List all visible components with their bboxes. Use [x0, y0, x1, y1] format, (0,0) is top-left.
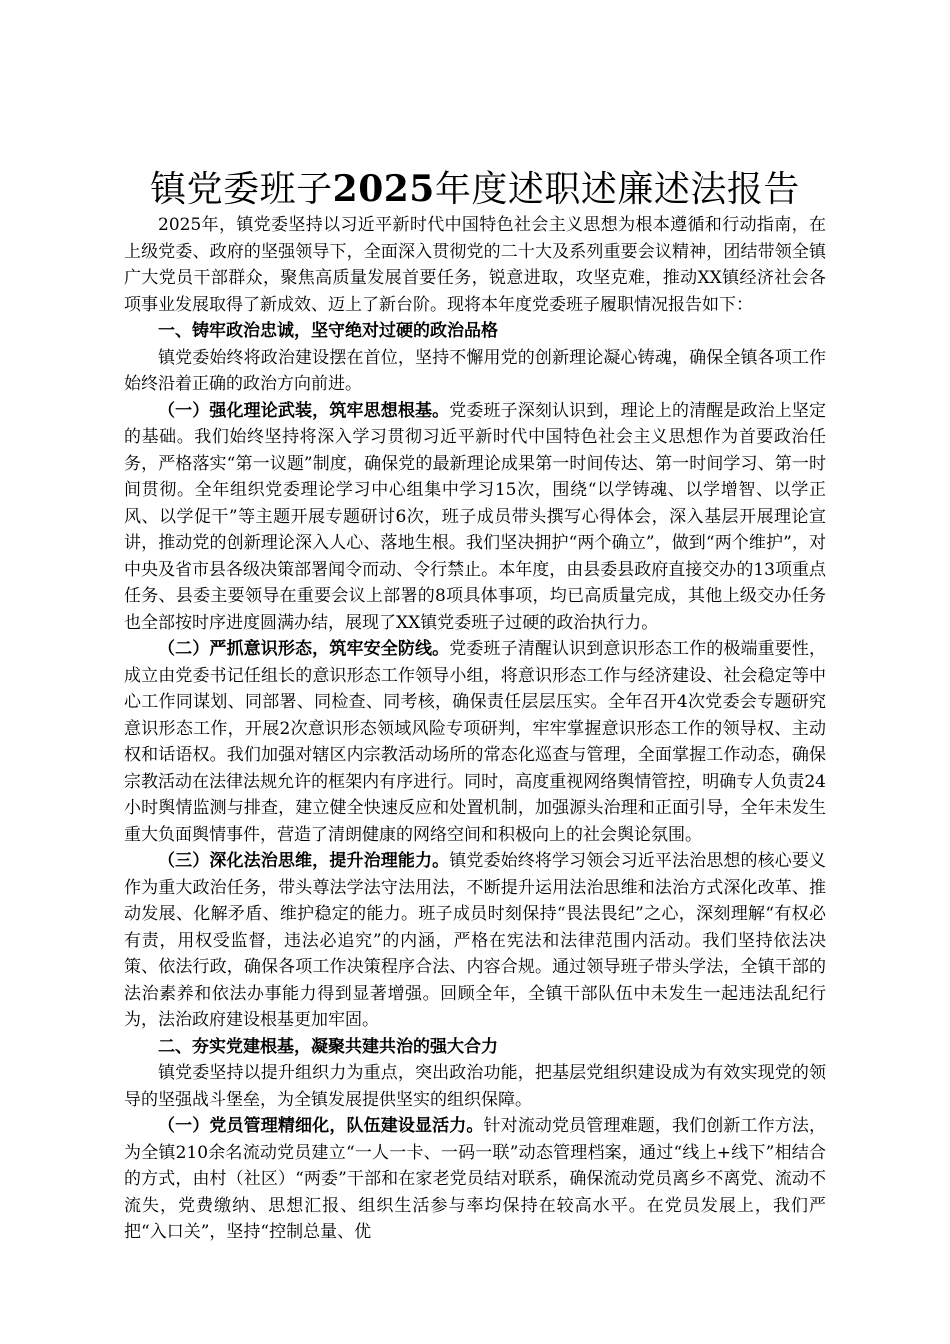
section1-item3-lead: （三）深化法治思维，提升治理能力。: [158, 851, 450, 871]
title-part2: 年度述职述廉述法报告: [434, 169, 800, 210]
section1-intro: 镇党委始终将政治建设摆在首位，坚持不懈用党的创新理论凝心铸魂，确保全镇各项工作始终沿着正确的政治方向前进。: [124, 347, 826, 394]
section2-intro: 镇党委坚持以提升组织力为重点，突出政治功能，把基层党组织建设成为有效实现党的领导的坚强战斗堡垒，为全镇发展提供坚实的组织保障。: [124, 1063, 826, 1110]
intro-paragraph: 2025年，镇党委坚持以习近平新时代中国特色社会主义思想为根本遵循和行动指南，在上级党委、政府的坚强领导下，全面深入贯彻党的二十大及系列重要会议精神，团结带领全镇广大党员干部群众，聚焦高质量发展首要任务，锐意进取，攻坚克难，推动XX镇经济社会各项事业发展取得了新成效、迈上了新台阶。现将本年度党委班子履职情况报告如下：: [124, 215, 826, 315]
section1-item2-lead: （二）严抓意识形态，筑牢安全防线。: [158, 639, 450, 659]
section2-item1: [124, 1113, 826, 1246]
section1-item3: [124, 848, 826, 1034]
section2-heading: 二、夯实党建根基，凝聚共建共治的强大合力: [158, 1036, 498, 1057]
section1-heading: 一、铸牢政治忠诚，坚守绝对过硬的政治品格: [158, 321, 498, 341]
document-body: [124, 212, 826, 1246]
section1-item3-text: 镇党委始终将学习领会习近平法治思想的核心要义作为重大政治任务，带头尊法学法守法用法，不断提升运用法治思维和法治方式深化改革、推动发展、化解矛盾、维护稳定的能力。班子成员时刻保持“畏法畏纪”之心，深刻理解“有权必有责，用权受监督，违法必追究”的内涵，严格在宪法和法律范围内活动。我们坚持依法决策、依法行政，确保各项工作决策程序合法、内容合规。通过领导班子带头学法，全镇干部的法治素养和依法办事能力得到显著增强。回顾全年，全镇干部队伍中未发生一起违法乱纪行为，法治政府建设根基更加牢固。: [124, 851, 827, 1030]
section1-item1-text: 党委班子深刻认识到，理论上的清醒是政治上坚定的基础。我们始终坚持将深入学习贯彻习近平新时代中国特色社会主义思想作为首要政治任务，严格落实“第一议题”制度，确保党的最新理论成果第一时间传达、第一时间学习、第一时间贯彻。全年组织党委理论学习中心组集中学习15次，围绕“以学铸魂、以学增智、以学正风、以学促干”等主题开展专题研讨6次，班子成员带头撰写心得体会，深入基层开展理论宣讲，推动党的创新理论深入人心、落地生根。我们坚决拥护“两个确立”，做到“两个维护”，对中央及省市县各级决策部署闻令而动、令行禁止。本年度，由县委县政府直接交办的13项重点任务、县委主要领导在重要会议上部署的8项具体事项，均已高质量完成，其他上级交办任务也全部按时序进度圆满办结，展现了XX镇党委班子过硬的政治执行力。: [124, 400, 827, 633]
section1-item2: [124, 636, 826, 848]
section1-item1-lead: （一）强化理论武装，筑牢思想根基。: [158, 400, 450, 421]
document-title: [0, 166, 950, 213]
title-year: 2025: [332, 168, 435, 210]
section1-item1: [124, 398, 826, 637]
title-part1: 镇党委班子: [150, 169, 333, 210]
section2-item1-lead: （一）党员管理精细化，队伍建设显活力。: [158, 1116, 484, 1136]
section1-item2-text: 党委班子清醒认识到意识形态工作的极端重要性，成立由党委书记任组长的意识形态工作领导小组，将意识形态工作与经济建设、社会稳定等中心工作同谋划、同部署、同检查、同考核，确保责任层层压实。全年召开4次党委会专题研究意识形态工作，开展2次意识形态领域风险专项研判，牢牢掌握意识形态工作的领导权、主动权和话语权。我们加强对辖区内宗教活动场所的常态化巡查与管理，全面掌握工作动态，确保宗教活动在法律法规允许的框架内有序进行。同时，高度重视网络舆情管控，明确专人负责24小时舆情监测与排查，建立健全快速反应和处置机制，加强源头治理和正面引导，全年未发生重大负面舆情事件，营造了清朗健康的网络空间和积极向上的社会舆论氛围。: [124, 639, 827, 845]
section2-item1-text: 针对流动党员管理难题，我们创新工作方法，为全镇210余名流动党员建立“一人一卡、一码一联”动态管理档案，通过“线上+线下”相结合的方式，由村（社区）“两委”干部和在家老党员结对联系，确保流动党员离乡不离党、流动不流失，党费缴纳、思想汇报、组织生活参与率均保持在较高水平。在党员发展上，我们严把“入口关”，坚持“控制总量、优: [124, 1116, 826, 1242]
